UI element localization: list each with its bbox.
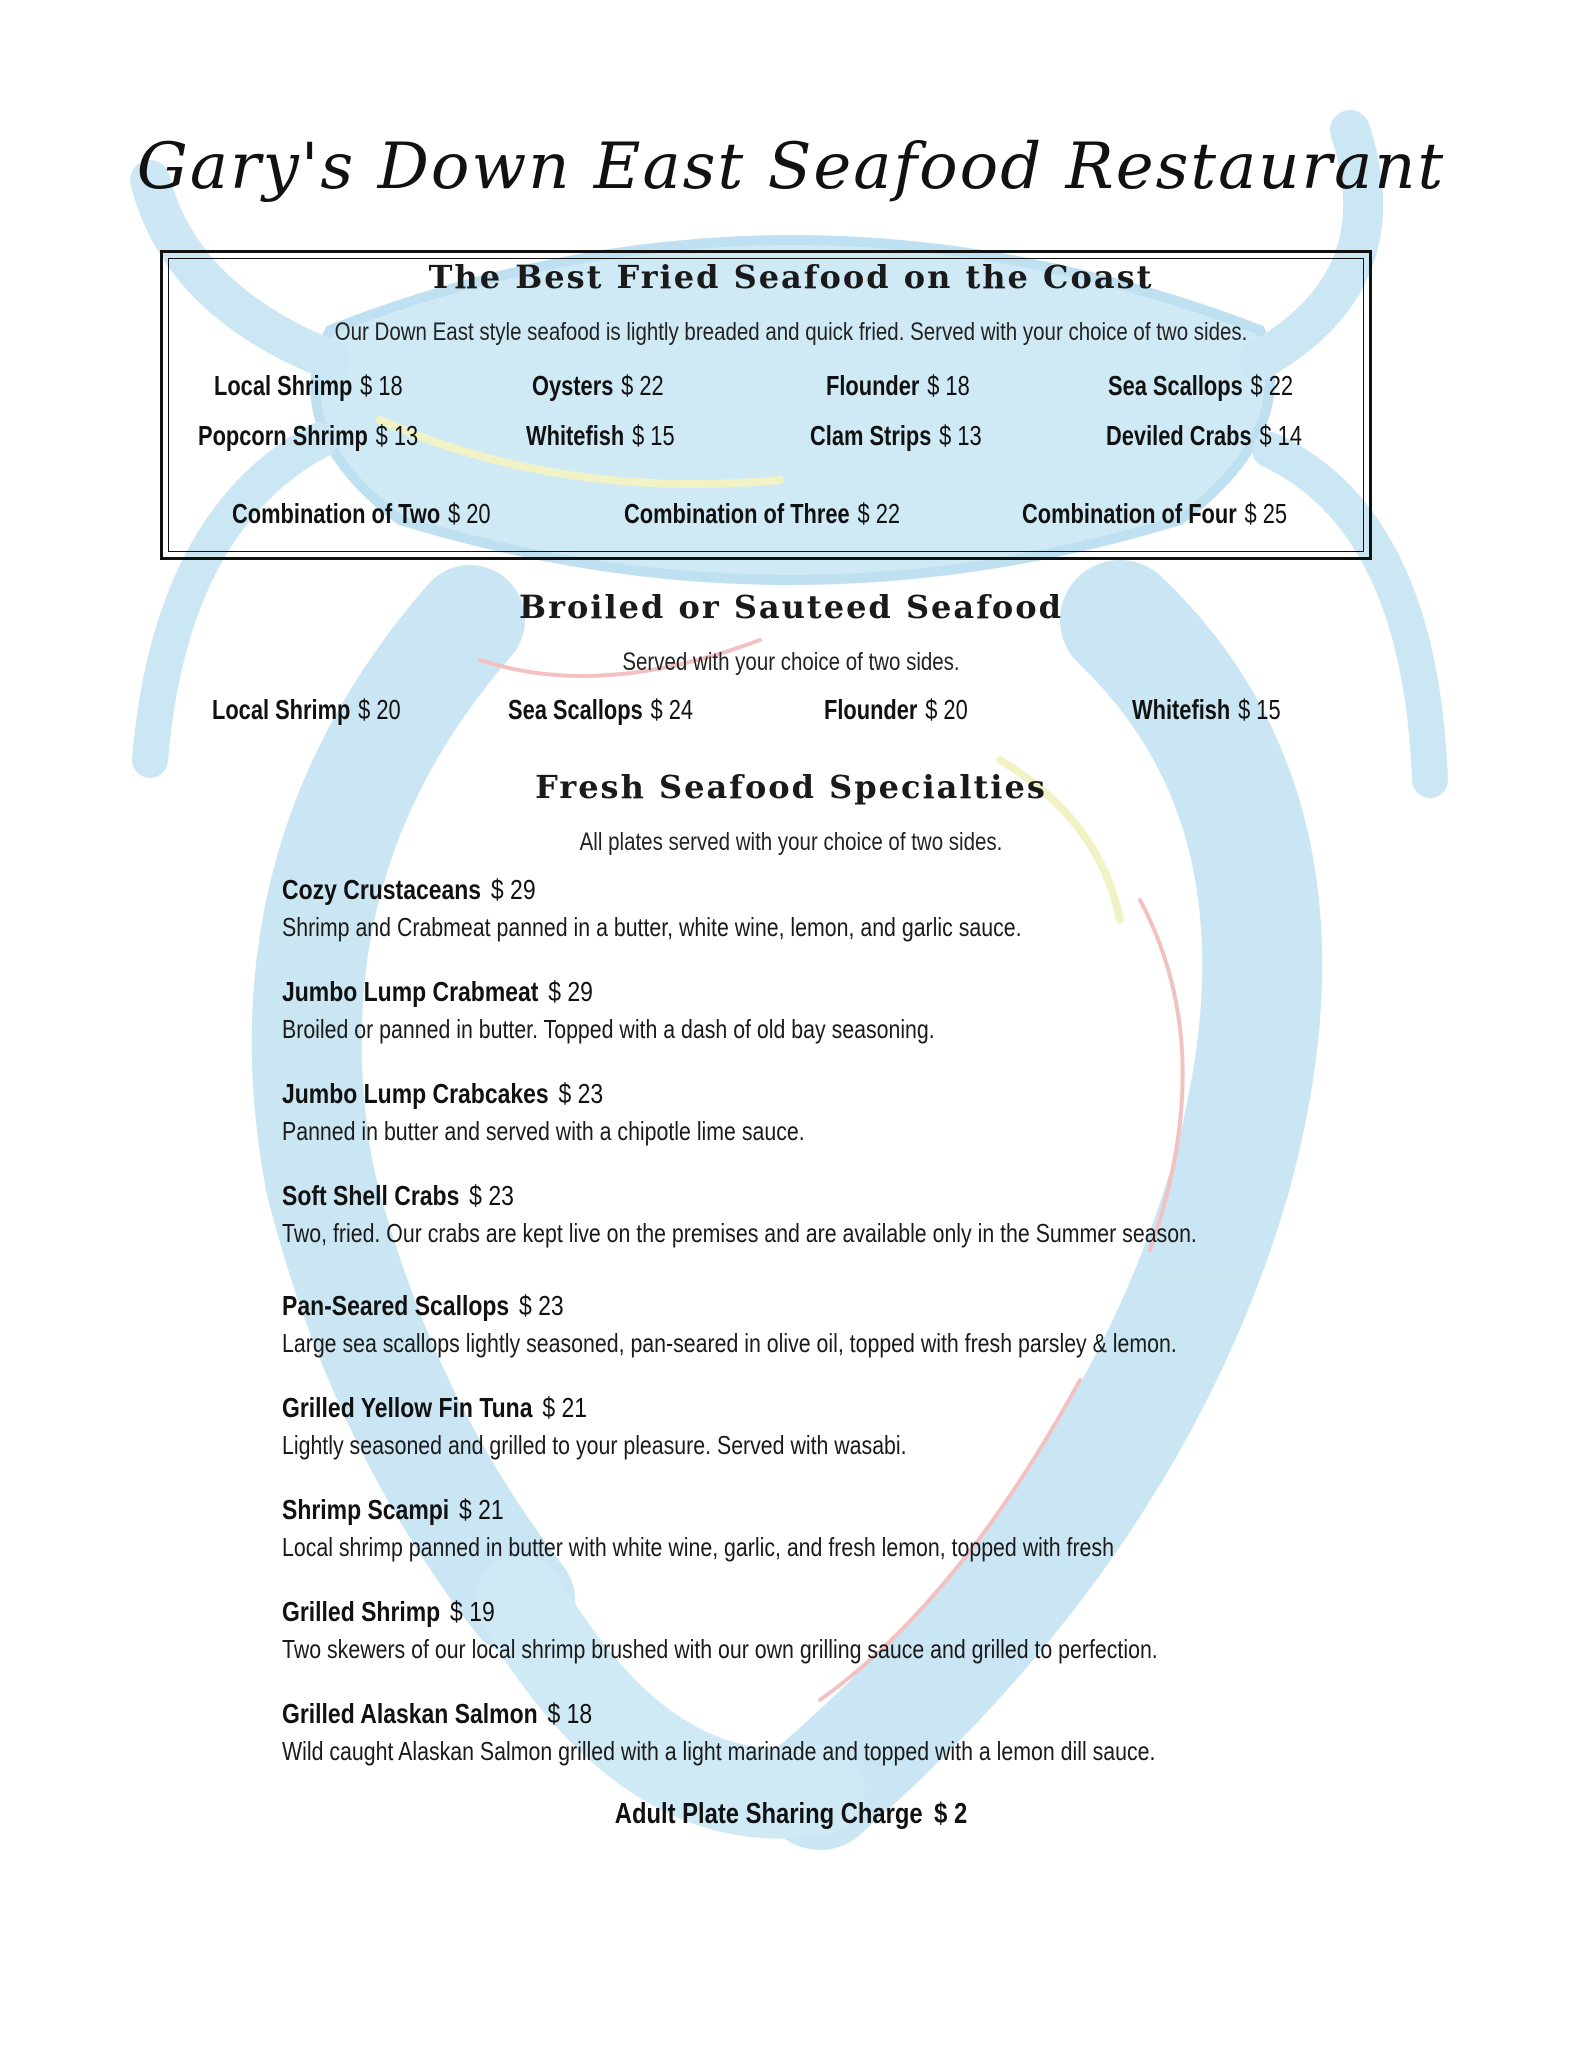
specialty-desc: Shrimp and Crabmeat panned in a butter, white wine, lemon, and garlic sauce. [282, 912, 1022, 942]
broiled-item [824, 694, 968, 726]
item-price: $ 13 [939, 420, 982, 451]
specialty-name: Cozy Crustaceans [282, 874, 482, 905]
fried-item [198, 420, 418, 452]
combo-price: $ 20 [448, 498, 491, 529]
specialty-price: $ 21 [458, 1494, 504, 1525]
specialty-item [282, 1180, 1197, 1249]
combo-price: $ 22 [857, 498, 900, 529]
specialty-desc: Broiled or panned in butter. Topped with a dash of old bay seasoning. [282, 1014, 935, 1044]
specialty-item [282, 976, 935, 1045]
item-name: Whitefish [526, 420, 625, 451]
specialty-name: Jumbo Lump Crabcakes [282, 1078, 549, 1109]
fried-subtitle: Our Down East style seafood is lightly breaded and quick fried. Served with your choice of two sides. [334, 318, 1248, 346]
item-name: Whitefish [1132, 694, 1231, 725]
item-name: Sea Scallops [1108, 370, 1243, 401]
specialty-desc: Lightly seasoned and grilled to your pleasure. Served with wasabi. [282, 1430, 907, 1460]
item-name: Deviled Crabs [1106, 420, 1252, 451]
broiled-heading: Broiled or Sauteed Seafood [519, 588, 1063, 626]
sharing-charge-price: $ 2 [934, 1798, 968, 1830]
combo-item [232, 498, 491, 530]
specialty-item [282, 1596, 1158, 1665]
specialty-name: Pan-Seared Scallops [282, 1290, 510, 1321]
item-price: $ 14 [1259, 420, 1302, 451]
specialty-name: Shrimp Scampi [282, 1494, 450, 1525]
specialty-item [282, 1494, 1114, 1563]
specialty-item [282, 1392, 907, 1461]
specialty-price: $ 23 [558, 1078, 604, 1109]
specialties-subtitle: All plates served with your choice of two sides. [579, 828, 1003, 856]
combo-item [624, 498, 900, 530]
specialty-desc: Wild caught Alaskan Salmon grilled with a light marinade and topped with a lemon dill sauce. [282, 1736, 1156, 1766]
specialty-name: Grilled Yellow Fin Tuna [282, 1392, 533, 1423]
specialty-desc: Large sea scallops lightly seasoned, pan-seared in olive oil, topped with fresh parsley & lemon. [282, 1328, 1177, 1358]
specialty-item [282, 874, 1022, 943]
restaurant-title: Gary's Down East Seafood Restaurant [136, 130, 1446, 204]
combo-name: Combination of Four [1022, 498, 1237, 529]
item-name: Flounder [824, 694, 918, 725]
fried-item [826, 370, 970, 402]
specialty-desc: Panned in butter and served with a chipotle lime sauce. [282, 1116, 805, 1146]
sharing-charge-label: Adult Plate Sharing Charge [614, 1798, 923, 1830]
fried-item [1106, 420, 1302, 452]
item-price: $ 24 [650, 694, 694, 725]
item-price: $ 20 [358, 694, 401, 725]
item-name: Oysters [532, 370, 614, 401]
item-name: Clam Strips [810, 420, 932, 451]
broiled-item [212, 694, 401, 726]
specialty-item [282, 1698, 1155, 1767]
fried-item [526, 420, 675, 452]
item-price: $ 22 [621, 370, 664, 401]
specialty-price: $ 23 [518, 1290, 564, 1321]
specialty-desc: Two skewers of our local shrimp brushed with our own grilling sauce and grilled to perfection. [282, 1634, 1158, 1664]
combo-price: $ 25 [1244, 498, 1288, 529]
specialty-name: Grilled Shrimp [282, 1596, 441, 1627]
broiled-item [508, 694, 693, 726]
item-price: $ 15 [1238, 694, 1281, 725]
fried-item [810, 420, 982, 452]
item-name: Flounder [826, 370, 920, 401]
specialty-price: $ 23 [469, 1180, 514, 1211]
specialty-desc: Two, fried. Our crabs are kept live on the premises and are available only in the Summer season. [282, 1218, 1197, 1248]
combo-name: Combination of Three [624, 498, 850, 529]
broiled-subtitle: Served with your choice of two sides. [622, 648, 960, 676]
item-price: $ 18 [360, 370, 403, 401]
broiled-item [1132, 694, 1281, 726]
fried-heading: The Best Fried Seafood on the Coast [428, 258, 1154, 296]
specialty-desc: Local shrimp panned in butter with white wine, garlic, and fresh lemon, topped with fresh [282, 1532, 1114, 1562]
specialty-price: $ 29 [490, 874, 536, 905]
sharing-charge [142, 1798, 1439, 1831]
item-name: Local Shrimp [214, 370, 353, 401]
item-price: $ 15 [632, 420, 675, 451]
combo-name: Combination of Two [232, 498, 441, 529]
item-price: $ 13 [375, 420, 419, 451]
specialty-price: $ 29 [548, 976, 593, 1007]
item-name: Sea Scallops [508, 694, 643, 725]
specialty-name: Soft Shell Crabs [282, 1180, 460, 1211]
item-price: $ 20 [925, 694, 968, 725]
specialty-price: $ 21 [542, 1392, 588, 1423]
combo-item [1022, 498, 1287, 530]
specialty-item [282, 1078, 805, 1147]
specialty-name: Jumbo Lump Crabmeat [282, 976, 539, 1007]
specialty-price: $ 18 [547, 1698, 593, 1729]
fried-item [1108, 370, 1293, 402]
specialty-name: Grilled Alaskan Salmon [282, 1698, 538, 1729]
item-name: Popcorn Shrimp [198, 420, 368, 451]
specialty-price: $ 19 [450, 1596, 495, 1627]
specialties-heading: Fresh Seafood Specialties [535, 768, 1047, 806]
item-price: $ 22 [1250, 370, 1294, 401]
item-name: Local Shrimp [212, 694, 351, 725]
fried-item [532, 370, 664, 402]
specialty-item [282, 1290, 1177, 1359]
item-price: $ 18 [927, 370, 970, 401]
fried-item [214, 370, 403, 402]
